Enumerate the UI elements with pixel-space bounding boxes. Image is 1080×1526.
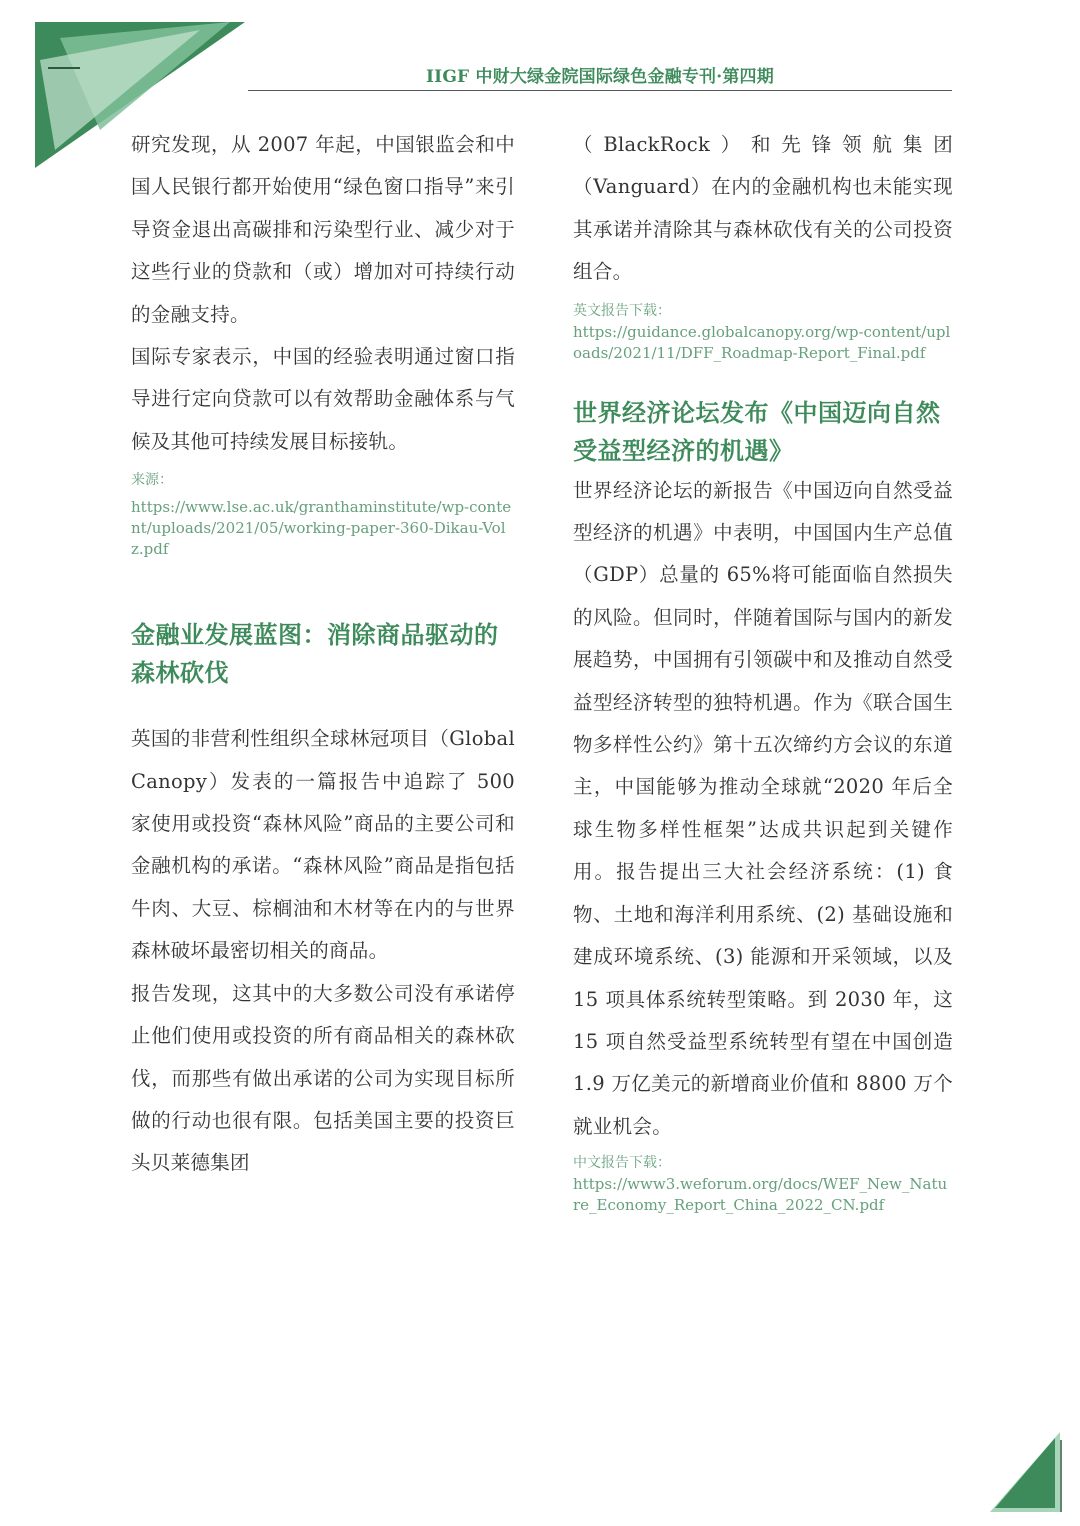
right-paragraph-2: 世界经济论坛的新报告《中国迈向自然受益型经济的机遇》中表明，中国国内生产总值（GDP）总量的 65%将可能面临自然损失的风险。但同时，伴随着国际与国内的新发展趋势，中国拥有引领碳中和及推动自然受益型经济转型的独特机遇。作为《联合国生物多样性公约》第十五次缔约方会议的东道主，中国能够为推动全球就“2020 年后全球生物多样性框架”达成共识起到关键作用。报告提出三大社会经济系统：(1) 食物、土地和海洋利用系统、(2) 基础设施和建成环境系统、(3) 能源和开采领域，以及 15 项具体系统转型策略。到 2030 年，这 15 项自然受益型系统转型有望在中国创造 1.9 万亿美元的新增商业价值和 8800 万个就业机会。	[573, 478, 953, 1138]
download-link-english[interactable]: https://guidance.globalcanopy.org/wp-content/uploads/2021/11/DFF_Roadmap-Report_Final.pdf	[573, 322, 951, 362]
left-paragraph-1: 研究发现，从 2007 年起，中国银监会和中国人民银行都开始使用“绿色窗口指导”来引导资金退出高碳排和污染型行业、减少对于这些行业的贷款和（或）增加对可持续行动的金融支持。	[131, 133, 515, 326]
left-paragraph-3: 英国的非营利性组织全球林冠项目（Global Canopy）发表的一篇报告中追踪了 500 家使用或投资“森林风险”商品的主要公司和金融机构的承诺。“森林风险”商品是指包括牛肉、大豆、棕榈油和木材等在内的与世界森林破坏最密切相关的商品。	[131, 727, 515, 963]
right-paragraph-1: （BlackRock）和先锋领航集团（Vanguard）在内的金融机构也未能实现其承诺并清除其与森林砍伐有关的公司投资组合。	[573, 133, 953, 284]
left-paragraph-2: 国际专家表示，中国的经验表明通过窗口指导进行定向贷款可以有效帮助金融体系与气候及其他可持续发展目标接轨。	[131, 345, 515, 453]
header-rule	[248, 90, 952, 91]
corner-decoration-bottom-right	[985, 1430, 1065, 1515]
source-link[interactable]: https://www.lse.ac.uk/granthaminstitute/wp-content/uploads/2021/05/working-paper-360-Dikau-Volz.pdf	[131, 498, 512, 559]
source-label: 来源：	[131, 472, 173, 489]
download-label-english: 英文报告下载：	[573, 302, 671, 319]
section-heading-deforestation: 金融业发展蓝图：消除商品驱动的森林砍伐	[131, 620, 499, 688]
download-link-chinese[interactable]: https://www3.weforum.org/docs/WEF_New_Nature_Economy_Report_China_2022_CN.pdf	[573, 1175, 948, 1215]
left-column	[131, 124, 515, 1185]
download-label-chinese: 中文报告下载：	[573, 1155, 671, 1172]
header-title: IIGF 中财大绿金院国际绿色金融专刊·第四期	[426, 67, 774, 87]
right-column	[573, 124, 953, 1216]
section-heading-wef: 世界经济论坛发布《中国迈向自然受益型经济的机遇》	[573, 397, 941, 465]
left-paragraph-4: 报告发现，这其中的大多数公司没有承诺停止他们使用或投资的所有商品相关的森林砍伐，而那些有做出承诺的公司为实现目标所做的行动也很有限。包括美国主要的投资巨头贝莱德集团	[131, 981, 515, 1175]
